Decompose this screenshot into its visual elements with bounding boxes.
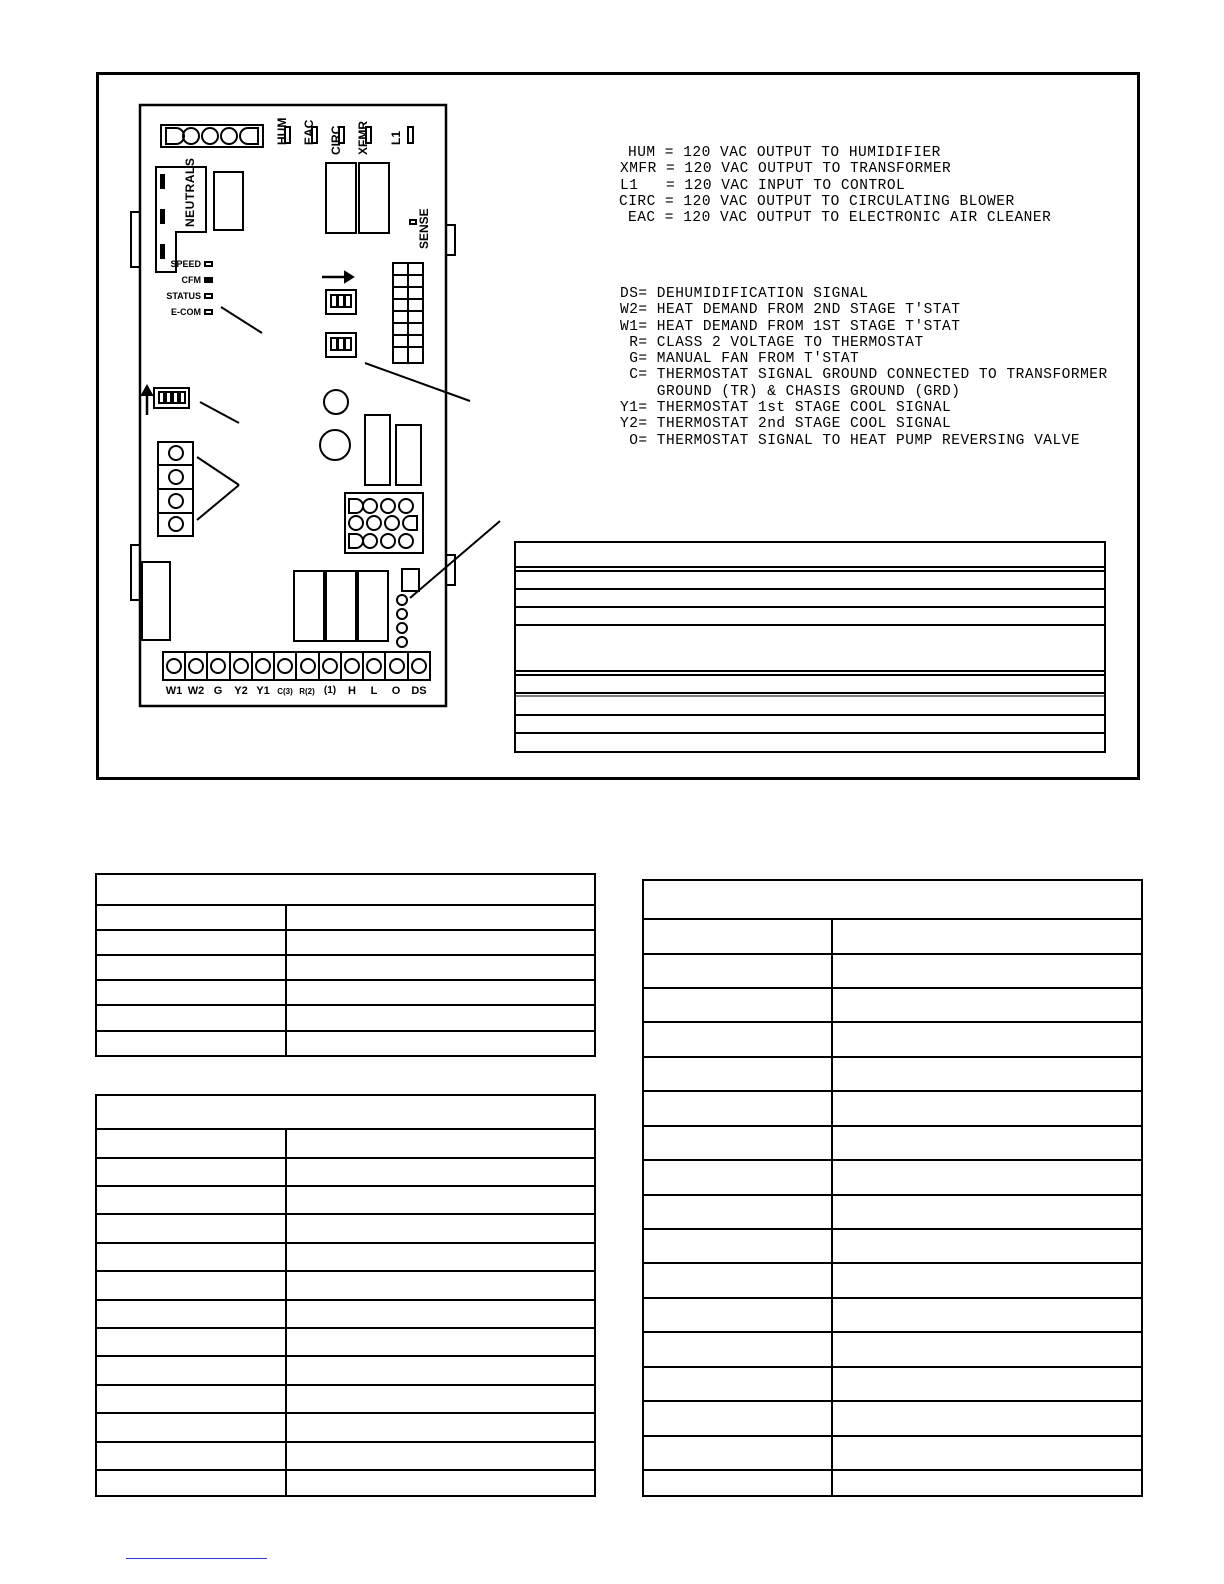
terminal-label-o: O bbox=[391, 685, 401, 697]
neutrals-label: NEUTRALS bbox=[183, 157, 197, 227]
legend-line: DS= DEHUMIDIFICATION SIGNAL bbox=[620, 286, 869, 302]
blank-table-1 bbox=[95, 873, 596, 1057]
led-label-cfm: CFM bbox=[181, 275, 201, 285]
terminal-label-1: (1) bbox=[323, 685, 337, 696]
terminal-label-w1: W1 bbox=[165, 685, 183, 697]
legend-line: L1 = 120 VAC INPUT TO CONTROL bbox=[620, 177, 906, 194]
legend-line: G= MANUAL FAN FROM T'STAT bbox=[620, 351, 860, 368]
blank-table-2 bbox=[95, 1094, 596, 1497]
legend-line: XMFR = 120 VAC OUTPUT TO TRANSFORMER bbox=[620, 161, 952, 178]
legend-line: HUM = 120 VAC OUTPUT TO HUMIDIFIER bbox=[628, 145, 941, 161]
legend-line: CIRC = 120 VAC OUTPUT TO CIRCULATING BLOWER bbox=[619, 193, 1015, 210]
terminal-labels bbox=[163, 685, 431, 699]
legend-thermostat bbox=[620, 286, 1108, 449]
terminal-label-ds: DS bbox=[411, 685, 427, 697]
legend-line: R= CLASS 2 VOLTAGE TO THERMOSTAT bbox=[620, 334, 924, 351]
legend-line: W2= HEAT DEMAND FROM 2ND STAGE T'STAT bbox=[620, 302, 961, 319]
top-label-hum: HUM bbox=[275, 117, 289, 145]
diagram-frame bbox=[96, 72, 1140, 780]
terminal-label-w2: W2 bbox=[187, 685, 205, 697]
sense-label: SENSE bbox=[417, 208, 431, 249]
legend-line: Y1= THERMOSTAT 1st STAGE COOL SIGNAL bbox=[620, 400, 952, 417]
terminal-label-l: L bbox=[370, 685, 378, 697]
top-label-l1: L1 bbox=[389, 130, 403, 145]
led-label-ecom: E-COM bbox=[171, 307, 201, 317]
legend-line: C= THERMOSTAT SIGNAL GROUND CONNECTED TO TRANSFORMER bbox=[620, 367, 1108, 384]
led-label-speed: SPEED bbox=[170, 259, 201, 269]
legend-line: O= THERMOSTAT SIGNAL TO HEAT PUMP REVERSING VALVE bbox=[620, 432, 1081, 449]
terminal-label-h: H bbox=[348, 685, 356, 697]
top-label-xfmr: XFMR bbox=[356, 121, 370, 155]
terminal-label-c3: C(3) bbox=[277, 687, 293, 696]
legend-line: EAC = 120 VAC OUTPUT TO ELECTRONIC AIR CLEANER bbox=[628, 210, 1052, 227]
terminal-label-y2: Y2 bbox=[234, 685, 248, 697]
terminal-label-g: G bbox=[213, 685, 223, 697]
legend-line: W1= HEAT DEMAND FROM 1ST STAGE T'STAT bbox=[620, 318, 961, 335]
top-label-circ: CIRC bbox=[329, 125, 343, 155]
footer-link-line[interactable] bbox=[126, 1558, 267, 1559]
legend-outputs bbox=[619, 145, 1051, 226]
top-label-eac: EAC bbox=[302, 119, 316, 145]
blank-table-3 bbox=[642, 879, 1143, 1497]
terminal-label-r2: R(2) bbox=[299, 687, 315, 696]
led-label-status: STATUS bbox=[166, 291, 201, 301]
terminal-label-y1: Y1 bbox=[256, 685, 270, 697]
legend-line: Y2= THERMOSTAT 2nd STAGE COOL SIGNAL bbox=[620, 416, 952, 433]
legend-line: GROUND (TR) & CHASIS GROUND (GRD) bbox=[620, 383, 961, 400]
